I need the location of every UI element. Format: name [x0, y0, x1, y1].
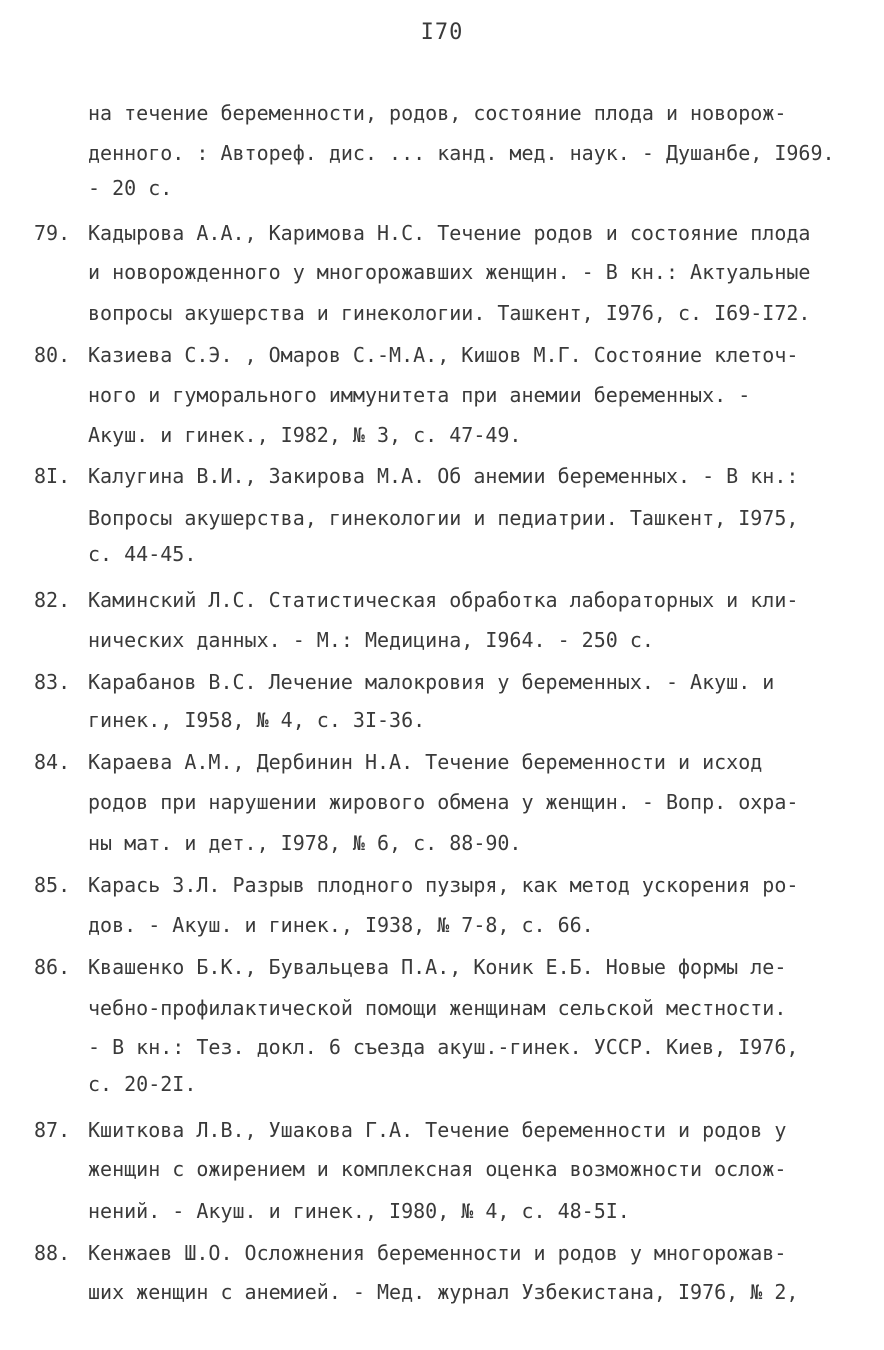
- reference-line: ших женщин с анемией. - Мед. журнал Узбекистана, I976, № 2,: [88, 1280, 799, 1304]
- reference-line: Квашенко Б.К., Бувальцева П.А., Коник Е.Б. Новые формы ле-: [88, 955, 787, 979]
- reference-line: дов. - Акуш. и гинек., I938, № 7-8, с. 66.: [88, 913, 594, 937]
- reference-number: 85.: [34, 873, 71, 897]
- reference-line: Карась З.Л. Разрыв плодного пузыря, как метод ускорения ро-: [88, 873, 799, 897]
- reference-line: гинек., I958, № 4, с. 3I-36.: [88, 708, 426, 732]
- reference-line: денного. : Автореф. дис. ... канд. мед. наук. - Душанбе, I969.: [88, 141, 835, 165]
- reference-line: родов при нарушении жирового обмена у женщин. - Вопр. охра-: [88, 790, 799, 814]
- reference-number: 83.: [34, 670, 71, 694]
- reference-line: нений. - Акуш. и гинек., I980, № 4, с. 48-5I.: [88, 1199, 630, 1223]
- reference-number: 84.: [34, 750, 71, 774]
- reference-line: Акуш. и гинек., I982, № 3, с. 47-49.: [88, 423, 522, 447]
- reference-line: ного и гуморального иммунитета при анемии беременных. -: [88, 383, 751, 407]
- reference-number: 82.: [34, 588, 71, 612]
- reference-line: Кшиткова Л.В., Ушакова Г.А. Течение беременности и родов у: [88, 1118, 787, 1142]
- reference-line: Каминский Л.С. Статистическая обработка лабораторных и кли-: [88, 588, 799, 612]
- reference-number: 79.: [34, 221, 71, 245]
- reference-line: и новорожденного у многорожавших женщин. - В кн.: Актуальные: [88, 260, 811, 284]
- page-number: I70: [420, 20, 464, 45]
- reference-line: на течение беременности, родов, состояние плода и новорож-: [88, 101, 787, 125]
- reference-line: ны мат. и дет., I978, № 6, с. 88-90.: [88, 831, 522, 855]
- reference-number: 8I.: [34, 464, 71, 488]
- reference-line: Вопросы акушерства, гинекологии и педиатрии. Ташкент, I975,: [88, 506, 799, 530]
- reference-number: 88.: [34, 1241, 71, 1265]
- reference-line: вопросы акушерства и гинекологии. Ташкент, I976, с. I69-I72.: [88, 301, 811, 325]
- reference-line: Караева А.М., Дербинин Н.А. Течение беременности и исход: [88, 750, 763, 774]
- reference-line: Казиева С.Э. , Омаров С.-М.А., Кишов М.Г. Состояние клеточ-: [88, 343, 799, 367]
- reference-line: Карабанов В.С. Лечение малокровия у беременных. - Акуш. и: [88, 670, 775, 694]
- reference-number: 87.: [34, 1118, 71, 1142]
- reference-line: Кадырова А.А., Каримова Н.С. Течение родов и состояние плода: [88, 221, 811, 245]
- reference-line: с. 20-2I.: [88, 1072, 197, 1096]
- reference-line: - В кн.: Тез. докл. 6 съезда акуш.-гинек. УССР. Киев, I976,: [88, 1035, 799, 1059]
- reference-number: 86.: [34, 955, 71, 979]
- reference-line: с. 44-45.: [88, 542, 197, 566]
- reference-line: нических данных. - М.: Медицина, I964. - 250 с.: [88, 628, 654, 652]
- reference-line: чебно-профилактической помощи женщинам сельской местности.: [88, 996, 787, 1020]
- reference-line: женщин с ожирением и комплексная оценка возможности ослож-: [88, 1157, 787, 1181]
- reference-line: - 20 с.: [88, 176, 173, 200]
- reference-number: 80.: [34, 343, 71, 367]
- reference-line: Кенжаев Ш.О. Осложнения беременности и родов у многорожав-: [88, 1241, 787, 1265]
- reference-line: Калугина В.И., Закирова М.А. Об анемии беременных. - В кн.:: [88, 464, 799, 488]
